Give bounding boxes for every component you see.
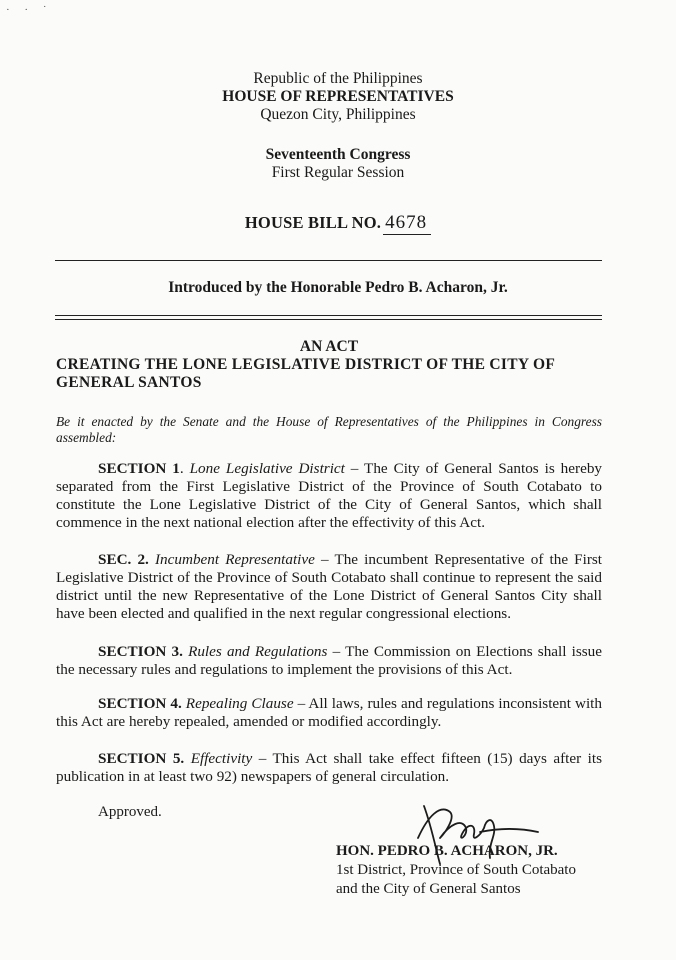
house-bill-label: HOUSE BILL NO. [244, 213, 382, 232]
signatory-district: 1st District, Province of South Cotabato [336, 862, 576, 878]
congress-block [0, 146, 676, 182]
republic-line: Republic of the Philippines [253, 70, 423, 87]
section-body: – The City of General Santos is hereby separated from the First Legislative District of the Province of South Cotabato to constitute the Lone Legislative District of the City of General Santos, which shall commence in the next national election after the effectivity of this Act. [56, 460, 603, 531]
section-label: SECTION 4. [98, 695, 182, 712]
house-bill-number [0, 212, 676, 235]
house-line: HOUSE OF REPRESENTATIVES [222, 88, 454, 105]
section-title: Repealing Clause [185, 695, 294, 712]
approved-label: Approved. [98, 804, 162, 820]
divider-top [55, 260, 602, 261]
section-label: SECTION 1 [98, 460, 180, 477]
act-heading: AN ACT [299, 338, 359, 355]
signatory-name: HON. PEDRO B. ACHARON, JR. [336, 843, 558, 859]
divider-bottom [55, 315, 602, 316]
section-body: – This Act shall take effect fifteen (15) days after its publication in at least two 92) newspapers of general circulation. [56, 750, 603, 785]
enacting-clause: Be it enacted by the Senate and the House of Representatives of the Philippines in Congress assembled: [56, 414, 602, 445]
section-title: Incumbent Representative [154, 551, 315, 568]
act-title-block [56, 338, 602, 392]
signatory-block [336, 842, 576, 899]
section-label: SECTION 3. [98, 643, 183, 660]
city-line: Quezon City, Philippines [260, 106, 416, 123]
section-4 [56, 695, 602, 731]
session-line: First Regular Session [271, 164, 405, 181]
section-label: SEC. 2. [98, 551, 149, 568]
section-label: SECTION 5. [98, 750, 185, 767]
section-title: Effectivity [190, 750, 253, 767]
divider-bottom-secondary [55, 319, 602, 320]
section-body: – All laws, rules and regulations inconsistent with this Act are hereby repealed, amended or modified accordingly. [56, 695, 602, 730]
section-5 [56, 750, 602, 786]
introduced-by: Introduced by the Honorable Pedro B. Acharon, Jr. [168, 279, 508, 296]
section-sep: . [179, 460, 190, 477]
section-1 [56, 460, 602, 532]
section-2 [56, 551, 602, 623]
signatory-city: and the City of General Santos [336, 881, 521, 897]
section-body: – The incumbent Representative of the First Legislative District of the Province of South Cotabato shall continue to represent the said district until the new Representative of the Lone District of General Santos City shall have been elected and qualified in the next regular congressional elections. [56, 551, 603, 622]
section-3 [56, 643, 602, 679]
section-body: – The Commission on Elections shall issue the necessary rules and regulations to implement the provisions of this Act. [56, 643, 602, 678]
congress-line: Seventeenth Congress [265, 146, 411, 163]
act-title: CREATING THE LONE LEGISLATIVE DISTRICT OF THE CITY OF GENERAL SANTOS [56, 356, 555, 391]
section-title: Rules and Regulations [188, 643, 328, 660]
document-header [0, 70, 676, 124]
scan-marks: · · ˙ [6, 4, 53, 16]
section-title: Lone Legislative District [189, 460, 345, 477]
bill-number: 4678 [383, 212, 431, 235]
